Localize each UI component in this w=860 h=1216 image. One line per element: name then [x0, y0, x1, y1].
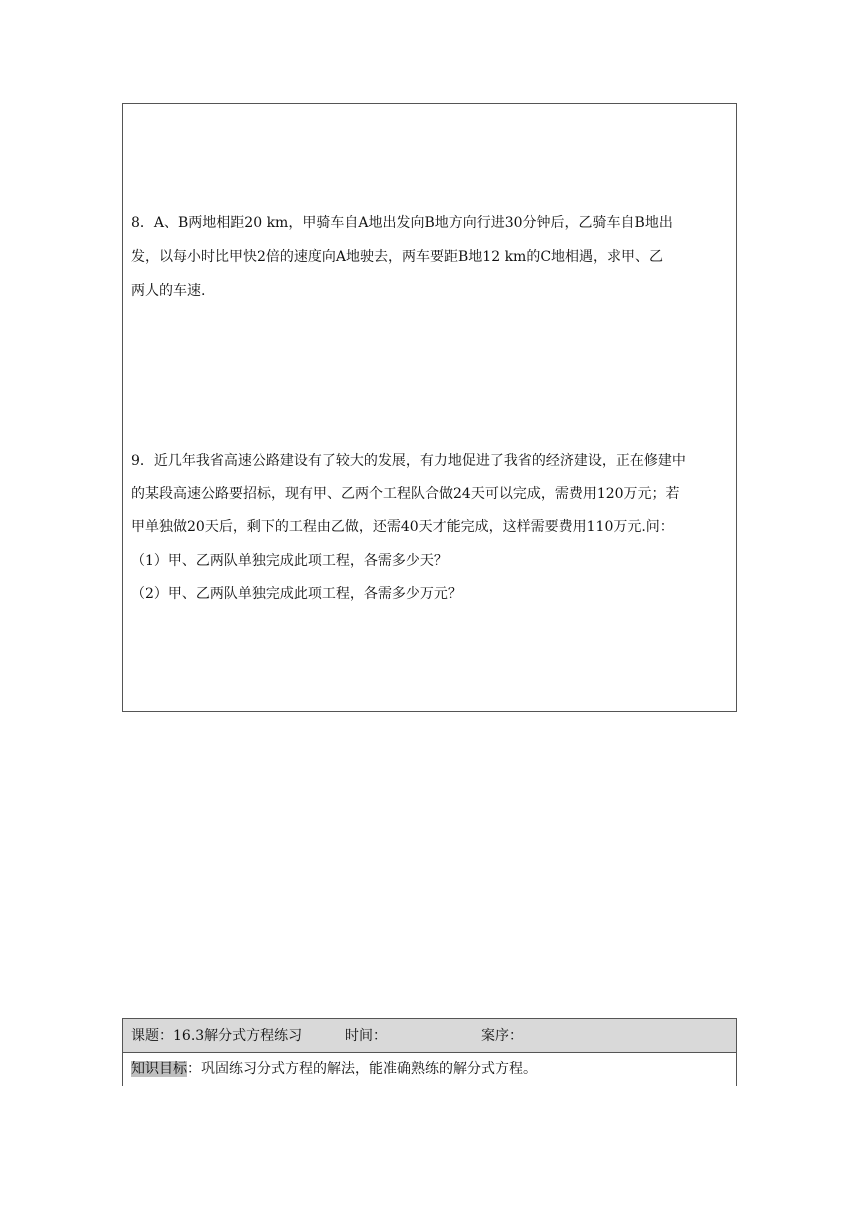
q8-line3: 两人的车速.	[131, 283, 206, 299]
knowledge-goal-row	[123, 1053, 736, 1086]
q9-sub2: （2）甲、乙两队单独完成此项工程，各需多少万元？	[131, 586, 462, 602]
lesson-time-label: 时间：	[345, 1028, 387, 1044]
q9-line2: 的某段高速公路要招标，现有甲、乙两个工程队合做24天可以完成，需费用120万元；若	[131, 486, 680, 502]
q8-line1: 8．A、B两地相距20 km，甲骑车自A地出发向B地方向行进30分钟后，乙骑车自B地出	[131, 215, 673, 231]
lesson-header-table	[122, 1018, 737, 1086]
q8-line2: 发，以每小时比甲快2倍的速度向A地驶去，两车要距B地12 km的C地相遇，求甲、乙	[131, 249, 664, 265]
knowledge-goal	[131, 1059, 537, 1079]
q9-line3: 甲单独做20天后，剩下的工程由乙做，还需40天才能完成，这样需要费用110万元.问：	[131, 519, 674, 535]
lesson-order-label: 案序：	[481, 1028, 523, 1044]
knowledge-goal-text: ：巩固练习分式方程的解法，能准确熟练的解分式方程。	[187, 1061, 537, 1077]
problem-box	[122, 103, 737, 712]
q9-sub1: （1）甲、乙两队单独完成此项工程，各需多少天？	[131, 553, 448, 569]
lesson-topic: 课题：16.3解分式方程练习	[131, 1028, 303, 1044]
q9-line1: 9．近几年我省高速公路建设有了较大的发展，有力地促进了我省的经济建设，正在修建中	[131, 453, 686, 469]
lesson-header-row	[123, 1019, 736, 1053]
knowledge-goal-label: 知识目标	[131, 1061, 187, 1077]
